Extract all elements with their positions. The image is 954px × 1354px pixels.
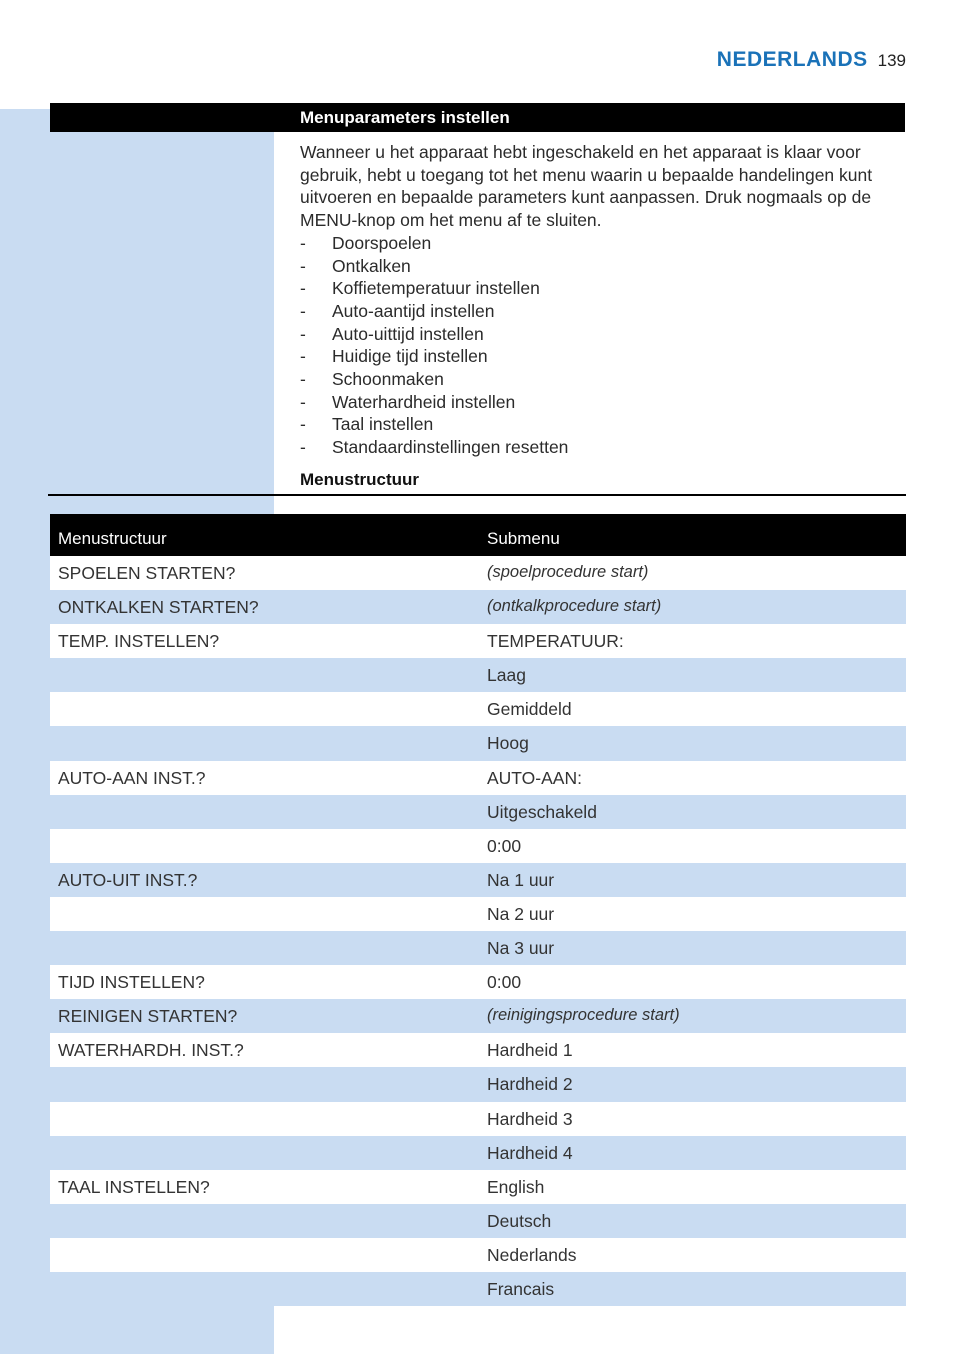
submenu-cell: AUTO-AAN: — [487, 767, 582, 788]
table-row — [50, 1272, 906, 1306]
table-row — [50, 1204, 906, 1238]
submenu-cell: Laag — [487, 665, 526, 686]
header-submenu: Submenu — [487, 529, 560, 548]
submenu-cell: 0:00 — [487, 972, 522, 993]
submenu-cell: Gemiddeld — [487, 699, 572, 720]
submenu-cell: Francais — [487, 1278, 555, 1299]
bullet-dash: - — [300, 391, 306, 412]
table-row — [50, 829, 906, 863]
list-item-text: Koffietemperatuur instellen — [332, 278, 540, 299]
list-item — [300, 391, 900, 414]
menu-cell: TAAL INSTELLEN? — [58, 1176, 210, 1197]
table-row — [50, 658, 906, 692]
submenu-cell: Uitgeschakeld — [487, 801, 597, 822]
section-title: Menuparameters instellen — [300, 108, 510, 127]
submenu-cell: Hardheid 1 — [487, 1040, 573, 1061]
menu-table — [50, 514, 906, 1306]
bullet-dash: - — [300, 278, 306, 299]
list-item-text: Doorspoelen — [332, 232, 432, 253]
feature-list — [300, 232, 900, 459]
list-item — [300, 323, 900, 346]
list-item — [300, 255, 900, 278]
submenu-cell: Hardheid 3 — [487, 1108, 573, 1129]
table-row — [50, 1033, 906, 1067]
bullet-dash: - — [300, 414, 306, 435]
table-row — [50, 1067, 906, 1101]
bullet-dash: - — [300, 300, 306, 321]
submenu-cell: Hoog — [487, 733, 529, 754]
list-item-text: Standaardinstellingen resetten — [332, 437, 569, 457]
table-row — [50, 726, 906, 760]
list-item — [300, 413, 900, 436]
menu-cell: SPOELEN STARTEN? — [58, 563, 236, 583]
sub-heading: Menustructuur — [300, 470, 419, 489]
table-row — [50, 999, 906, 1033]
bullet-dash: - — [300, 346, 306, 367]
table-row — [50, 590, 906, 624]
submenu-cell: (ontkalkprocedure start) — [487, 597, 662, 616]
bullet-dash: - — [300, 437, 306, 457]
list-item-text: Waterhardheid instellen — [332, 391, 516, 412]
table-row — [50, 1170, 906, 1204]
list-item-text: Ontkalken — [332, 255, 411, 276]
menu-cell: REINIGEN STARTEN? — [58, 1006, 238, 1027]
submenu-cell: Hardheid 4 — [487, 1142, 573, 1163]
menu-cell: TEMP. INSTELLEN? — [58, 631, 220, 652]
table-header — [50, 514, 906, 556]
menu-cell: AUTO-UIT INST.? — [58, 869, 198, 890]
list-item — [300, 300, 900, 323]
submenu-cell: English — [487, 1176, 545, 1197]
submenu-cell: Hardheid 2 — [487, 1074, 573, 1095]
bullet-dash: - — [300, 368, 306, 389]
divider-rule — [48, 494, 906, 496]
list-item-text: Taal instellen — [332, 414, 434, 435]
submenu-cell: TEMPERATUUR: — [487, 631, 624, 652]
list-item — [300, 232, 900, 255]
submenu-cell: (spoelprocedure start) — [487, 563, 649, 581]
table-row — [50, 897, 906, 931]
table-row — [50, 556, 906, 590]
table-row — [50, 795, 906, 829]
submenu-cell: (reinigingsprocedure start) — [487, 1006, 680, 1025]
menu-cell: AUTO-AAN INST.? — [58, 767, 206, 788]
table-row — [50, 1238, 906, 1272]
table-row — [50, 761, 906, 795]
submenu-cell: 0:00 — [487, 835, 522, 856]
submenu-cell: Deutsch — [487, 1210, 552, 1231]
list-item — [300, 345, 900, 368]
list-item-text: Schoonmaken — [332, 368, 444, 389]
menu-cell: TIJD INSTELLEN? — [58, 972, 205, 993]
page-number: 139 — [877, 51, 906, 70]
submenu-cell: Na 3 uur — [487, 938, 555, 959]
table-row — [50, 1102, 906, 1136]
list-item — [300, 436, 900, 459]
menu-cell: ONTKALKEN STARTEN? — [58, 597, 259, 618]
table-row — [50, 692, 906, 726]
table-row — [50, 863, 906, 897]
table-row — [50, 624, 906, 658]
table-body — [50, 556, 906, 1306]
list-item-text: Huidige tijd instellen — [332, 346, 488, 367]
bullet-dash: - — [300, 255, 306, 276]
language-label: NEDERLANDS — [716, 48, 868, 71]
table-row — [50, 931, 906, 965]
menu-cell: WATERHARDH. INST.? — [58, 1040, 244, 1061]
bullet-dash: - — [300, 323, 306, 344]
header-menustructuur: Menustructuur — [58, 529, 167, 548]
submenu-cell: Na 1 uur — [487, 869, 555, 890]
table-row — [50, 1136, 906, 1170]
page-header — [717, 48, 906, 72]
list-item-text: Auto-aantijd instellen — [332, 300, 495, 321]
submenu-cell: Nederlands — [487, 1244, 577, 1265]
table-row — [50, 965, 906, 999]
list-item-text: Auto-uittijd instellen — [332, 323, 484, 344]
intro-block — [300, 141, 900, 459]
list-item — [300, 277, 900, 300]
list-item — [300, 368, 900, 391]
submenu-cell: Na 2 uur — [487, 903, 555, 924]
intro-paragraph: Wanneer u het apparaat hebt ingeschakeld en het apparaat is klaar voor gebruik, hebt u toegang tot het menu waarin u bepaalde handelingen kunt uitvoeren en bepaalde parameters kunt aanpassen. Druk nogmaals op de MENU-knop om het menu af te sluiten. — [300, 142, 873, 231]
bullet-dash: - — [300, 232, 306, 253]
